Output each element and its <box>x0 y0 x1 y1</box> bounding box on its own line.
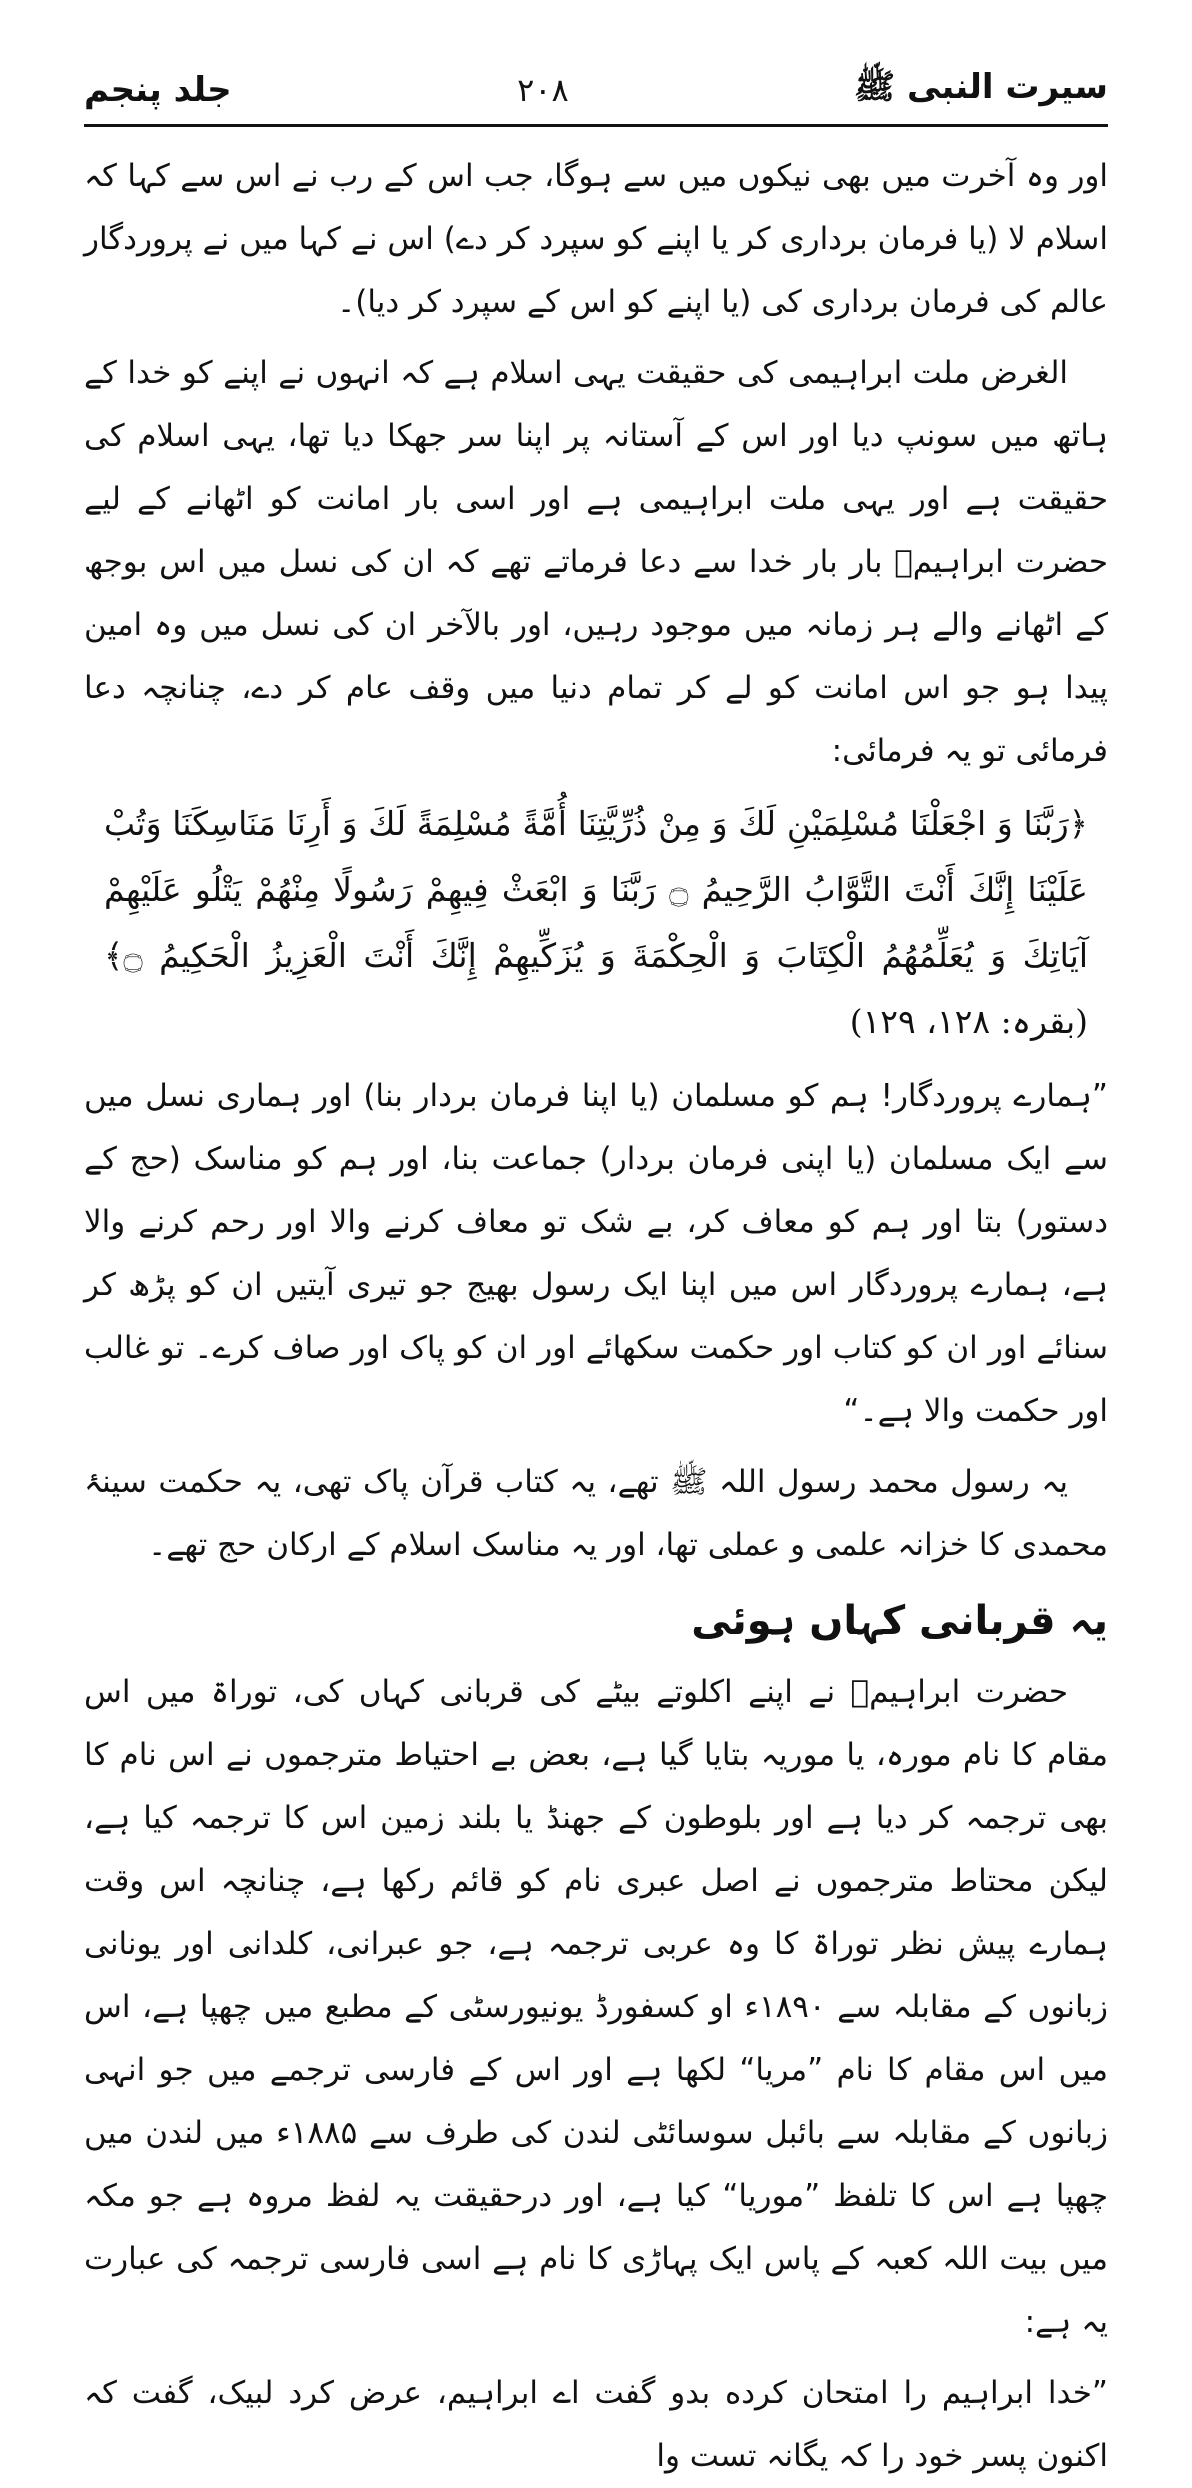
paragraph-after-translation: یہ رسول محمد رسول اللہ ﷺ تھے، یہ کتاب قرآن پاک تھی، یہ حکمت سینۂ محمدی کا خزانہ علمی و عملی تھا، اور یہ مناسک اسلام کے ارکان حج تھے۔ <box>84 1464 1108 1563</box>
section-paragraph: حضرت ابراہیمؑ نے اپنے اکلوتے بیٹے کی قربانی کہاں کی، توراۃ میں اس مقام کا نام مورہ، یا موریہ بتایا گیا ہے، بعض بے احتیاط مترجموں نے اس نام کا بھی ترجمہ کر دیا ہے اور بلوطون کے جھنڈ یا بلند زمین اس کا ترجمہ کیا ہے، لیکن محتاط مترجموں نے اصل عبری نام کو قائم رکھا ہے، چنانچہ اس وقت ہمارے پیش نظر توراۃ کا وہ عربی ترجمہ ہے، جو عبرانی، کلدانی اور یونانی زبانوں کے مقابلہ سے ۱۸۹۰ء او کسفورڈ یونیورسٹی کے مطبع میں چھپا ہے، اس میں اس مقام کا نام ”مریا“ لکھا ہے اور اس کے فارسی ترجمے میں جو انہی زبانوں کے مقابلہ سے بائبل سوسائٹی لندن کی طرف سے ۱۸۸۵ء میں لندن میں چھپا ہے اس کا تلفظ ”موریا“ کیا ہے، اور درحقیقت یہ لفظ مروہ ہے جو مکہ میں بیت اللہ کعبہ کے پاس ایک پہاڑی کا نام ہے اسی فارسی ترجمہ کی عبارت یہ ہے: <box>84 1674 1109 2340</box>
header-rule <box>84 124 1108 127</box>
quran-verse: ﴿رَبَّنَا وَ اجْعَلْنَا مُسْلِمَيْنِ لَكَ وَ مِنْ ذُرِّيَّتِنَا أُمَّةً مُسْلِمَةً لَكَ وَ أَرِنَا مَنَاسِكَنَا وَتُبْ عَلَيْنَا إِنَّكَ أَنْتَ التَّوَّابُ الرَّحِيمُ ۝ رَبَّنَا وَ ابْعَثْ فِيهِمْ رَسُولًا مِنْهُمْ يَتْلُو عَلَيْهِمْ آيَاتِكَ وَ يُعَلِّمُهُمُ الْكِتَابَ وَ الْحِكْمَةَ وَ يُزَكِّيهِمْ إِنَّكَ أَنْتَ الْعَزِيزُ الْحَكِيمُ ۝﴾ (بقرہ: ۱۲۸، ۱۲۹) <box>104 804 1089 1041</box>
paragraph-1: اور وہ آخرت میں بھی نیکوں میں سے ہوگا، جب اس کے رب نے اس سے کہا کہ اسلام لا (یا فرمان برداری کر یا اپنے کو سپرد کر دے) اس نے کہا میں نے پروردگار عالم کی فرمان برداری کی (یا اپنے کو اس کے سپرد کر دیا)۔ <box>83 158 1108 320</box>
verse-translation: ”ہمارے پروردگار! ہم کو مسلمان (یا اپنا فرمان بردار بنا) اور ہماری نسل میں سے ایک مسلمان (یا اپنی فرمان بردار) جماعت بنا، اور ہم کو مناسک (حج کے دستور) بتا اور ہم کو معاف کر، بے شک تو معاف کرنے والا اور رحم کرنے والا ہے، ہمارے پروردگار اس میں اپنا ایک رسول بھیج جو تیری آیتیں ان کو پڑھ کر سنائے اور ان کو کتاب اور حکمت سکھائے اور ان کو پاک اور صاف کرے۔ تو غالب اور حکمت والا ہے۔“ <box>84 1078 1108 1429</box>
page-number: ۲۰۸ <box>517 71 569 109</box>
section-heading: یہ قربانی کہاں ہوئی <box>691 1598 1108 1644</box>
book-title: سیرت النبی ﷺ <box>854 66 1108 107</box>
persian-quote: ”خدا ابراہیم را امتحان کرده بدو گفت اے ابراہیم، عرض کرد لبیک، گفت کہ اکنون پسر خود را کہ یگانہ تست وا <box>84 2375 1108 2474</box>
volume-label: جلد پنجم <box>84 70 232 110</box>
paragraph-2: الغرض ملت ابراہیمی کی حقیقت یہی اسلام ہے کہ انہوں نے اپنے کو خدا کے ہاتھ میں سونپ دیا اور اس کے آستانہ پر اپنا سر جھکا دیا تھا، یہی اسلام کی حقیقت ہے اور یہی ملت ابراہیمی ہے اور اسی بار امانت کو اٹھانے کے لیے حضرت ابراہیمؑ بار بار خدا سے دعا فرماتے تھے کہ ان کی نسل میں اس بوجھ کے اٹھانے والے ہر زمانہ میں موجود رہیں، اور بالآخر ان کی نسل میں وہ امین پیدا ہو جو اس امانت کو لے کر تمام دنیا میں وقف عام کر دے، چنانچہ دعا فرمائی تو یہ فرمائی: <box>84 355 1108 769</box>
page-header <box>84 60 1108 120</box>
